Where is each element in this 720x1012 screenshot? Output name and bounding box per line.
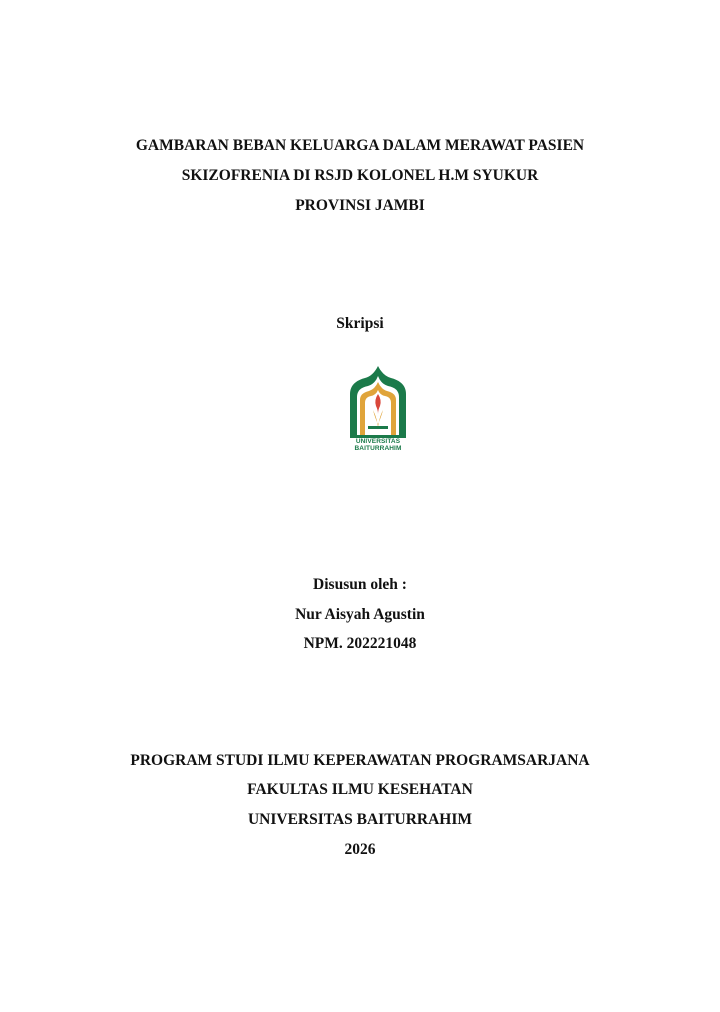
thesis-title-line-2: SKIZOFRENIA DI RSJD KOLONEL H.M SYUKUR	[181, 167, 539, 184]
university-name: UNIVERSITAS BAITURRAHIM	[247, 811, 473, 828]
author-name: Nur Aisyah Agustin	[295, 606, 425, 623]
university-logo	[343, 364, 413, 456]
thesis-title-line-1: GAMBARAN BEBAN KELUARGA DALAM MERAWAT PASIEN	[135, 137, 585, 154]
faculty-name: FAKULTAS ILMU KESEHATAN	[247, 781, 473, 798]
year: 2026	[344, 841, 376, 858]
author-label: Disusun oleh :	[313, 576, 407, 593]
author-npm: NPM. 202221048	[303, 635, 417, 652]
document-type: Skripsi	[336, 315, 384, 332]
logo-text-line-1: UNIVERSITAS	[355, 438, 401, 445]
logo-text-line-2: BAITURRAHIM	[354, 445, 402, 452]
thesis-title-line-3: PROVINSI JAMBI	[295, 197, 425, 214]
university-logo-icon	[343, 364, 413, 440]
program-name: PROGRAM STUDI ILMU KEPERAWATAN PROGRAMSARJANA	[130, 752, 590, 769]
